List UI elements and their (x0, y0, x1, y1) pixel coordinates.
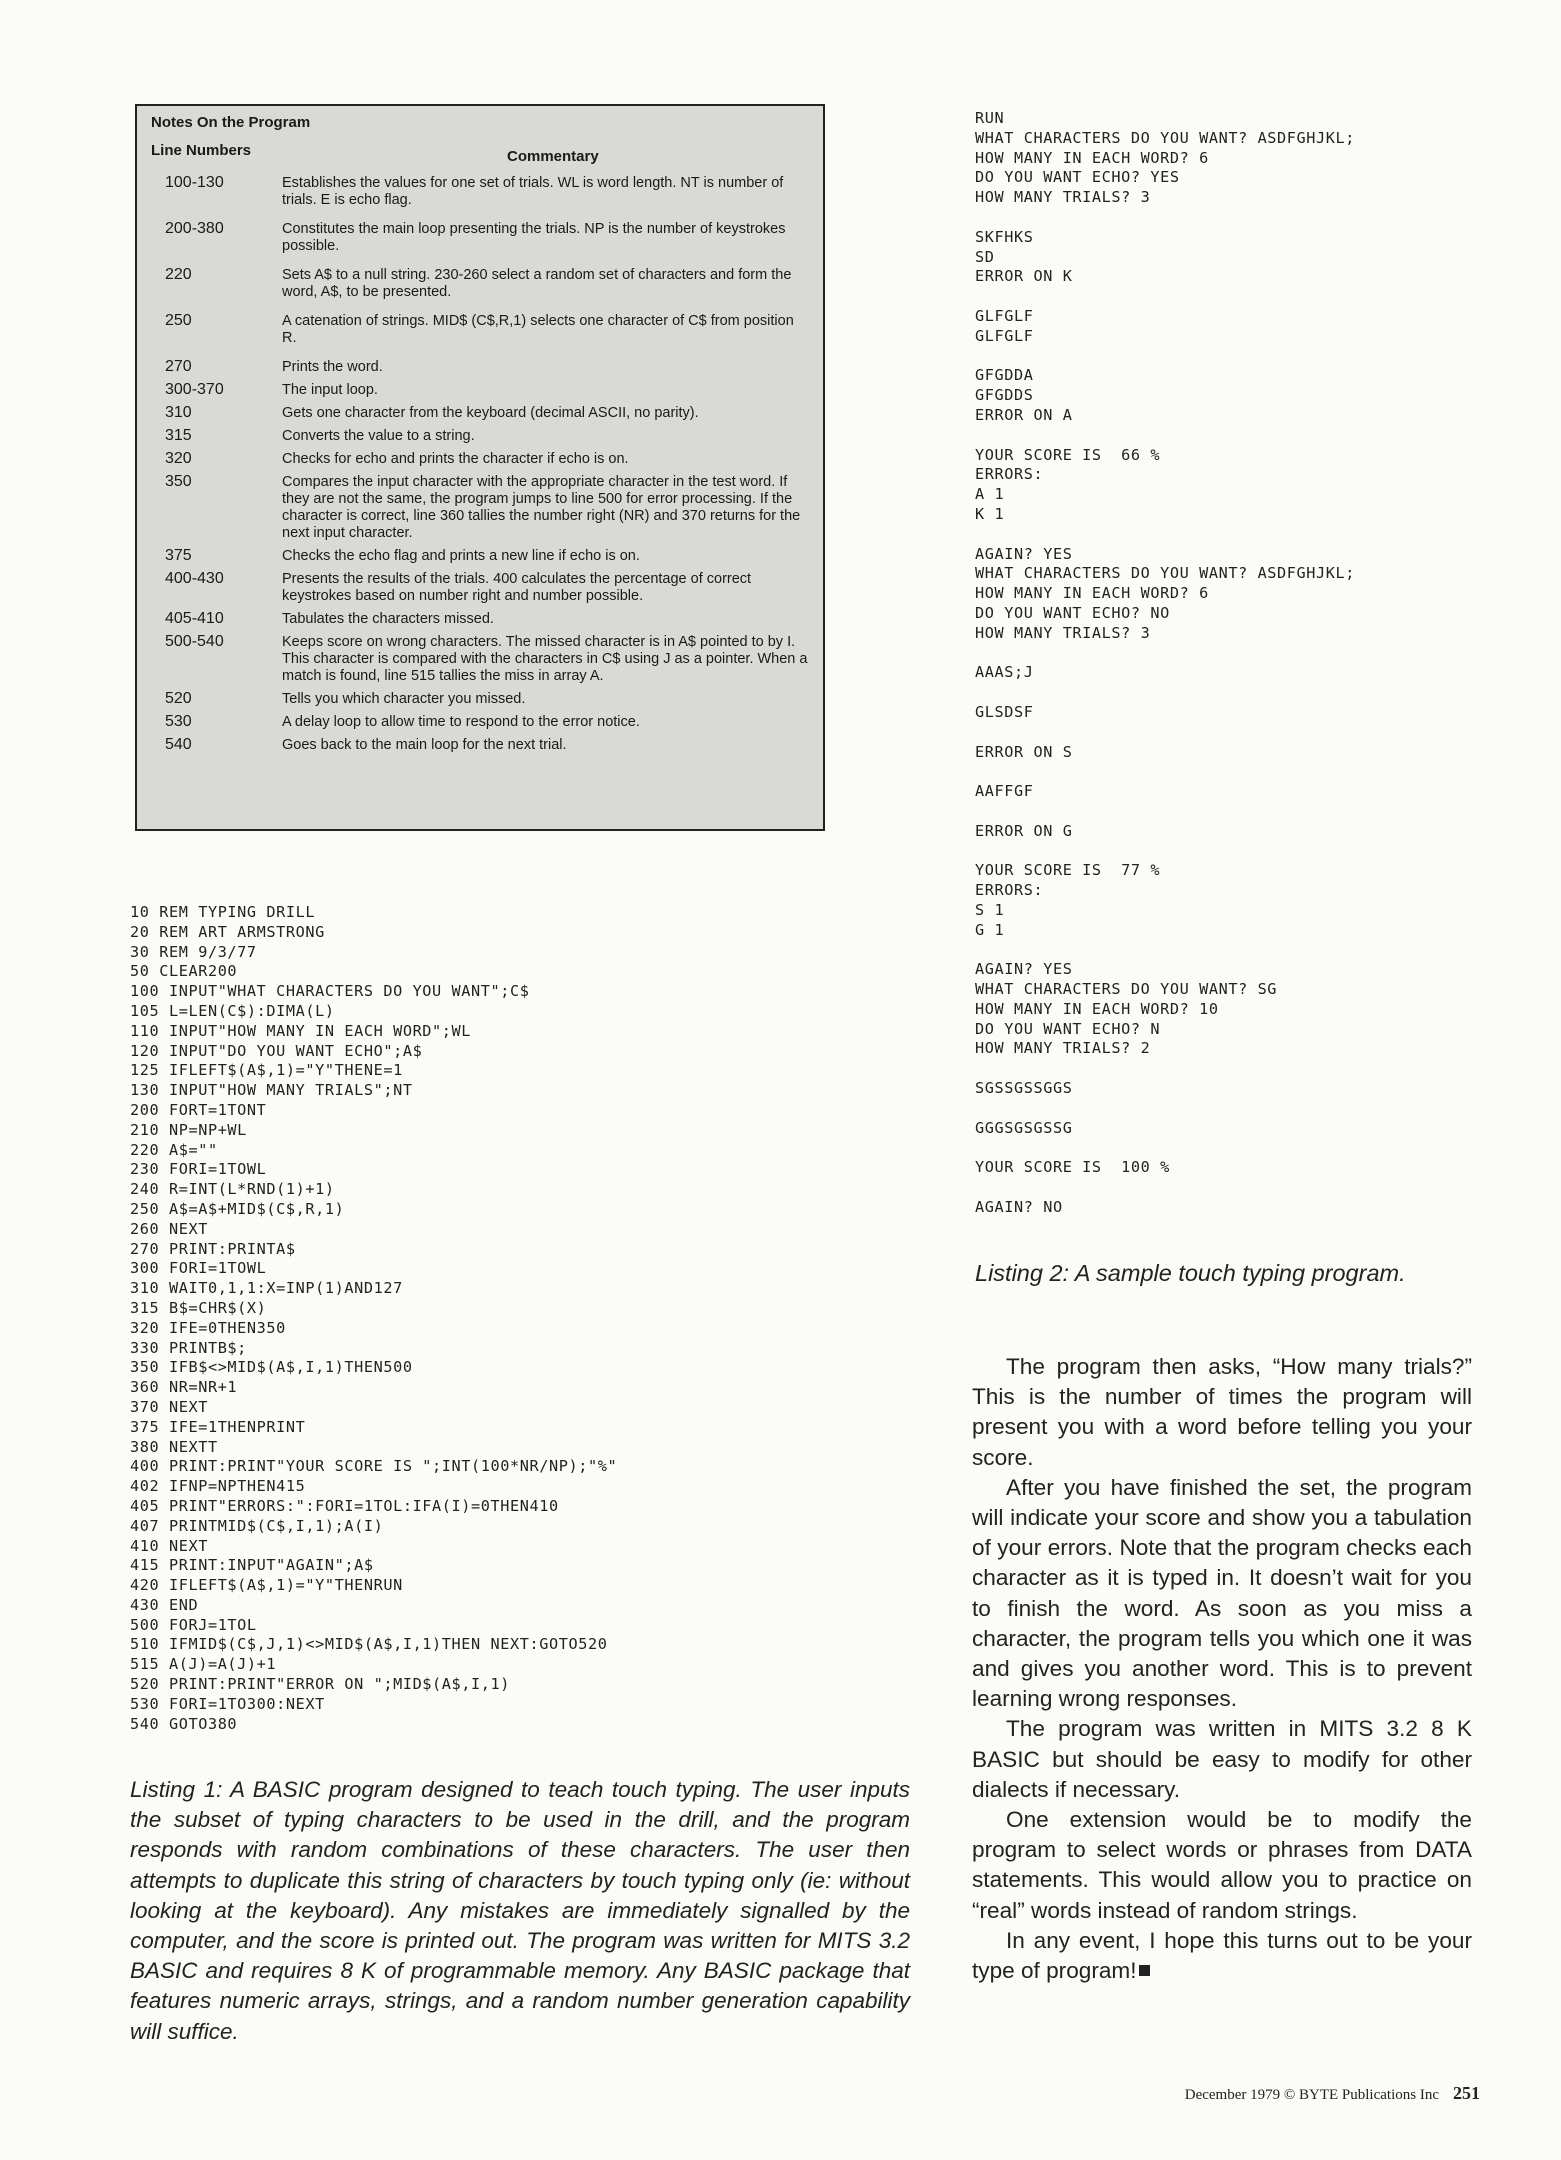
code-line: 360 NR=NR+1 (130, 1378, 238, 1397)
code-line: 315 B$=CHR$(X) (130, 1298, 267, 1317)
paragraph-text: In any event, I hope this turns out to be your type of program! (972, 1927, 1472, 1984)
output-line (975, 347, 1495, 367)
code-line: 220 A$="" (130, 1140, 218, 1159)
notes-line-number: 300-370 (165, 381, 224, 398)
output-line: ERRORS: (975, 881, 1044, 900)
code-line: 300 FORI=1TOWL (130, 1259, 267, 1278)
code-line: 400 PRINT:PRINT"YOUR SCORE IS ";INT(100*NR/NP);"%" (130, 1457, 618, 1476)
output-line: G 1 (975, 920, 1005, 939)
output-line: YOUR SCORE IS 66 % (975, 445, 1161, 464)
output-line: AGAIN? NO (975, 1197, 1063, 1216)
output-line: SKFHKS (975, 227, 1034, 246)
notes-row (137, 266, 823, 301)
code-line: 430 END (130, 1595, 199, 1614)
notes-commentary: Checks the echo flag and prints a new line if echo is on. (282, 548, 640, 564)
notes-line-number: 315 (165, 427, 192, 444)
notes-row (137, 473, 823, 542)
notes-row (137, 633, 823, 685)
output-line: GFGDDA (975, 366, 1034, 385)
code-line: 240 R=INT(L*RND(1)+1) (130, 1180, 335, 1199)
notes-commentary: A catenation of strings. MID$ (C$,R,1) selects one character of C$ from position R. (282, 313, 794, 346)
output-line: S 1 (975, 900, 1005, 919)
code-line: 130 INPUT"HOW MANY TRIALS";NT (130, 1081, 413, 1100)
output-line: WHAT CHARACTERS DO YOU WANT? ASDFGHJKL; (975, 128, 1356, 147)
notes-row (137, 220, 823, 255)
output-line (975, 683, 1495, 703)
output-line: SD (975, 247, 995, 266)
code-line: 10 REM TYPING DRILL (130, 903, 316, 921)
body-paragraph (972, 1926, 1472, 1986)
notes-commentary: Compares the input character with the appropriate character in the test word. If they are not the same, the program jumps to line 500 for error processing. If the character is correct, line 360 tallies the number right (NR) and 370 returns for the next input character. (282, 474, 801, 541)
notes-row (137, 450, 823, 468)
notes-line-number: 220 (165, 266, 192, 283)
notes-row (137, 427, 823, 445)
code-line: 380 NEXTT (130, 1437, 218, 1456)
listing-1-caption: Listing 1: A BASIC program designed to teach touch typing. The user inputs the subset of typing characters to be used in the drill, and the program responds with random combinations of these characters. The user then attempts to duplicate this string of characters by touch typing only (ie: without looking at the keyboard). Any mistakes are immediately signalled by the computer, and the score is printed out. The program was written for MITS 3.2 BASIC and requires 8 K of programmable memory. Any BASIC package that features numeric arrays, strings, and a random number generation capability will suffice. (130, 1777, 910, 2044)
notes-row (137, 174, 823, 209)
code-line: 402 IFNP=NPTHEN415 (130, 1477, 306, 1496)
code-line: 50 CLEAR200 (130, 962, 238, 981)
notes-commentary: Converts the value to a string. (282, 428, 475, 444)
output-line (975, 1138, 1495, 1158)
code-line: 30 REM 9/3/77 (130, 942, 257, 961)
code-line: 375 IFE=1THENPRINT (130, 1417, 306, 1436)
notes-commentary: Gets one character from the keyboard (decimal ASCII, no parity). (282, 405, 699, 421)
output-line: HOW MANY TRIALS? 3 (975, 188, 1151, 207)
notes-column-commentary: Commentary (507, 148, 599, 165)
output-line: GFGDDS (975, 386, 1034, 405)
output-line (975, 287, 1495, 307)
code-line: 100 INPUT"WHAT CHARACTERS DO YOU WANT";C$ (130, 982, 530, 1001)
paragraph-text: After you have finished the set, the program will indicate your score and show you a tabulation of your errors. Note that the program checks each character as it is typed in. It doesn’t wait for you to finish the word. As soon as you miss a character, the program tells you which one it was and gives you another word. This is to prevent learning wrong responses. (972, 1474, 1472, 1712)
notes-commentary: Tabulates the characters missed. (282, 611, 494, 627)
output-line: K 1 (975, 504, 1005, 523)
article-body (972, 1352, 1472, 1986)
footer-credit: December 1979 © BYTE Publications Inc (1184, 2087, 1439, 2103)
output-line: GLFGLF (975, 326, 1034, 345)
notes-row (137, 547, 823, 565)
body-paragraph (972, 1714, 1472, 1805)
notes-row (137, 381, 823, 399)
output-line: YOUR SCORE IS 100 % (975, 1158, 1170, 1177)
code-line: 510 IFMID$(C$,J,1)<>MID$(A$,I,1)THEN NEXT:GOTO520 (130, 1635, 608, 1654)
paragraph-text: One extension would be to modify the program to select words or phrases from DATA statements. This would allow you to practice on “real” words instead of random strings. (972, 1807, 1472, 1923)
notes-row (137, 358, 823, 376)
code-line: 370 NEXT (130, 1397, 208, 1416)
output-line: AGAIN? YES (975, 960, 1073, 979)
page-number: 251 (1453, 2083, 1480, 2103)
output-line (975, 802, 1495, 822)
body-paragraph (972, 1805, 1472, 1926)
output-line: WHAT CHARACTERS DO YOU WANT? SG (975, 980, 1278, 999)
notes-commentary: Establishes the values for one set of trials. WL is word length. NT is number of trials. E is echo flag. (282, 175, 784, 208)
output-line: ERRORS: (975, 465, 1044, 484)
output-line (975, 762, 1495, 782)
code-line: 520 PRINT:PRINT"ERROR ON ";MID$(A$,I,1) (130, 1675, 511, 1694)
notes-line-number: 200-380 (165, 220, 224, 237)
body-paragraph (972, 1352, 1472, 1473)
output-line: AAFFGF (975, 782, 1034, 801)
output-line (975, 1059, 1495, 1079)
code-line: 420 IFLEFT$(A$,1)="Y"THENRUN (130, 1576, 403, 1595)
paragraph-text: The program was written in MITS 3.2 8 K BASIC but should be easy to modify for other dialects if necessary. (972, 1716, 1472, 1802)
listing-2-sample-run (975, 109, 1495, 1218)
code-line: 210 NP=NP+WL (130, 1120, 247, 1139)
output-line: HOW MANY IN EACH WORD? 6 (975, 148, 1209, 167)
notes-commentary: Keeps score on wrong characters. The missed character is in A$ pointed to by I. This character is compared with the characters in C$ using J as a pointer. When a match is found, line 515 tallies the miss in array A. (282, 634, 808, 684)
notes-line-number: 375 (165, 547, 192, 564)
notes-row (137, 610, 823, 628)
paragraph-text: The program then asks, “How many trials?” This is the number of times the program will present you with a word before telling you your score. (972, 1354, 1472, 1470)
notes-commentary: A delay loop to allow time to respond to the error notice. (282, 714, 640, 730)
output-line: GGGSGSGSSG (975, 1118, 1073, 1137)
output-line: WHAT CHARACTERS DO YOU WANT? ASDFGHJKL; (975, 564, 1356, 583)
notes-line-number: 405-410 (165, 610, 224, 627)
notes-commentary: Checks for echo and prints the character if echo is on. (282, 451, 629, 467)
output-line: ERROR ON A (975, 405, 1073, 424)
code-line: 110 INPUT"HOW MANY IN EACH WORD";WL (130, 1021, 472, 1040)
code-line: 125 IFLEFT$(A$,1)="Y"THENE=1 (130, 1061, 403, 1080)
output-line: A 1 (975, 485, 1005, 504)
code-line: 330 PRINTB$; (130, 1338, 247, 1357)
code-line: 540 GOTO380 (130, 1714, 238, 1733)
code-line: 515 A(J)=A(J)+1 (130, 1655, 277, 1674)
notes-commentary: Presents the results of the trials. 400 calculates the percentage of correct keystrokes based on number right and number possible. (282, 571, 752, 604)
notes-commentary: Tells you which character you missed. (282, 691, 526, 707)
output-line: AAAS;J (975, 663, 1034, 682)
code-line: 260 NEXT (130, 1219, 208, 1238)
body-paragraph (972, 1473, 1472, 1715)
notes-line-number: 540 (165, 736, 192, 753)
code-line: 310 WAIT0,1,1:X=INP(1)AND127 (130, 1279, 403, 1298)
output-line: GLFGLF (975, 306, 1034, 325)
code-line: 230 FORI=1TOWL (130, 1160, 267, 1179)
output-line: HOW MANY TRIALS? 3 (975, 623, 1151, 642)
notes-line-number: 500-540 (165, 633, 224, 650)
code-line: 500 FORJ=1TOL (130, 1615, 257, 1634)
code-line: 410 NEXT (130, 1536, 208, 1555)
notes-row (137, 404, 823, 422)
notes-row (137, 713, 823, 731)
notes-line-number: 270 (165, 358, 192, 375)
notes-title: Notes On the Program (151, 114, 311, 131)
output-line (975, 940, 1495, 960)
notes-line-number: 250 (165, 312, 192, 329)
output-line (975, 426, 1495, 446)
notes-row (137, 736, 823, 754)
code-line: 20 REM ART ARMSTRONG (130, 922, 325, 941)
notes-line-number: 400-430 (165, 570, 224, 587)
listing-2-caption: Listing 2: A sample touch typing program. (975, 1260, 1406, 1286)
output-line: AGAIN? YES (975, 544, 1073, 563)
output-line (975, 1099, 1495, 1119)
notes-column-line-numbers: Line Numbers (151, 142, 252, 159)
notes-commentary: Prints the word. (282, 359, 383, 375)
output-line: RUN (975, 109, 1005, 127)
output-line: SGSSGSSGGS (975, 1079, 1073, 1098)
output-line: YOUR SCORE IS 77 % (975, 861, 1161, 880)
code-line: 320 IFE=0THEN350 (130, 1318, 286, 1337)
notes-commentary: Constitutes the main loop presenting the trials. NP is the number of keystrokes possible. (282, 221, 786, 254)
notes-table (135, 104, 825, 831)
output-line: HOW MANY IN EACH WORD? 10 (975, 999, 1219, 1018)
code-line: 120 INPUT"DO YOU WANT ECHO";A$ (130, 1041, 423, 1060)
output-line (975, 644, 1495, 664)
notes-line-number: 320 (165, 450, 192, 467)
output-line (975, 723, 1495, 743)
notes-commentary: The input loop. (282, 382, 378, 398)
output-line: HOW MANY IN EACH WORD? 6 (975, 584, 1209, 603)
output-line: ERROR ON G (975, 821, 1073, 840)
output-line: GLSDSF (975, 702, 1034, 721)
code-line: 407 PRINTMID$(C$,I,1);A(I) (130, 1516, 384, 1535)
notes-row (137, 312, 823, 347)
output-line (975, 208, 1495, 228)
notes-row (137, 690, 823, 708)
page-footer (1110, 2083, 1480, 2104)
output-line (975, 525, 1495, 545)
notes-row (137, 570, 823, 605)
output-line: DO YOU WANT ECHO? NO (975, 603, 1170, 622)
code-line: 350 IFB$<>MID$(A$,I,1)THEN500 (130, 1358, 413, 1377)
notes-line-number: 530 (165, 713, 192, 730)
code-line: 405 PRINT"ERRORS:":FORI=1TOL:IFA(I)=0THEN410 (130, 1496, 559, 1515)
notes-commentary: Sets A$ to a null string. 230-260 select a random set of characters and form the word, A$, to be presented. (282, 267, 792, 300)
notes-line-number: 100-130 (165, 174, 224, 191)
code-line: 200 FORT=1TONT (130, 1100, 267, 1119)
notes-rows (137, 174, 823, 759)
output-line: DO YOU WANT ECHO? YES (975, 168, 1180, 187)
output-line: DO YOU WANT ECHO? N (975, 1019, 1161, 1038)
code-line: 105 L=LEN(C$):DIMA(L) (130, 1001, 335, 1020)
code-line: 415 PRINT:INPUT"AGAIN";A$ (130, 1556, 374, 1575)
end-mark-icon (1139, 1965, 1150, 1976)
code-line: 530 FORI=1TO300:NEXT (130, 1694, 325, 1713)
notes-commentary: Goes back to the main loop for the next trial. (282, 737, 567, 753)
notes-line-number: 520 (165, 690, 192, 707)
notes-line-number: 350 (165, 473, 192, 490)
output-line: ERROR ON S (975, 742, 1073, 761)
notes-line-number: 310 (165, 404, 192, 421)
output-line: ERROR ON K (975, 267, 1073, 286)
output-line: HOW MANY TRIALS? 2 (975, 1039, 1151, 1058)
code-line: 250 A$=A$+MID$(C$,R,1) (130, 1199, 345, 1218)
listing-1-code (130, 903, 850, 1734)
output-line (975, 1178, 1495, 1198)
code-line: 270 PRINT:PRINTA$ (130, 1239, 296, 1258)
output-line (975, 841, 1495, 861)
